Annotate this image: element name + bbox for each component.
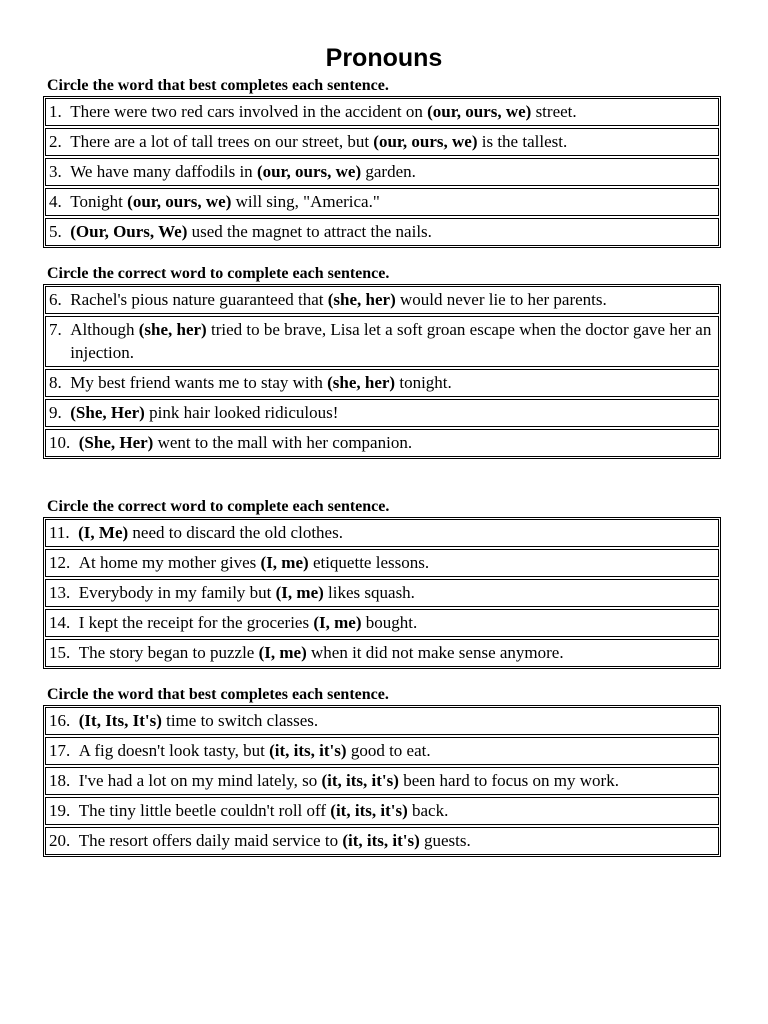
answer-choices: (our, ours, we) (373, 132, 478, 151)
answer-choices: (our, ours, we) (127, 192, 232, 211)
question-row (45, 128, 719, 156)
question-number: 19. (49, 801, 79, 820)
sentence-end: is the tallest. (477, 132, 568, 151)
sentence-start: Everybody in my family but (78, 583, 276, 602)
sentence-start: I've had a lot on my mind lately, so (78, 771, 322, 790)
sentence-start: Although (70, 320, 139, 339)
question-line (49, 829, 714, 852)
question-number: 15. (49, 643, 79, 662)
sentence-end: used the magnet to attract the nails. (187, 222, 432, 241)
question-text (70, 318, 714, 364)
answer-choices: (I, me) (260, 553, 309, 572)
question-number: 12. (49, 553, 79, 572)
sentence-start: I kept the receipt for the groceries (78, 613, 314, 632)
answer-choices: (it, its, it's) (330, 801, 408, 820)
question-number: 8. (49, 373, 71, 392)
question-text (70, 220, 714, 243)
question-number: 10. (49, 433, 79, 452)
question-row (45, 827, 719, 855)
section-instructions: Circle the correct word to complete each sentence. (47, 498, 390, 515)
question-text (70, 160, 714, 183)
question-number: 17. (49, 741, 79, 760)
question-row (45, 737, 719, 765)
sentence-start: There are a lot of tall trees on our street, but (70, 132, 374, 151)
answer-choices: (it, its, it's) (342, 831, 420, 850)
question-line (49, 318, 714, 364)
question-line (49, 709, 714, 732)
question-text (70, 401, 714, 424)
question-table (43, 705, 721, 857)
sentence-start: Rachel's pious nature guaranteed that (70, 290, 328, 309)
answer-choices: (Our, Ours, We) (70, 222, 188, 241)
question-table (43, 96, 721, 248)
question-line (49, 130, 714, 153)
question-row (45, 286, 719, 314)
section-instructions: Circle the word that best completes each sentence. (47, 77, 389, 94)
question-line (49, 551, 714, 574)
question-text (70, 371, 714, 394)
question-line (49, 521, 714, 544)
sentence-end: tried to be brave, Lisa let a soft groan escape when the doctor gave her an injection. (70, 320, 712, 362)
question-row (45, 429, 719, 457)
question-row (45, 767, 719, 795)
question-line (49, 431, 714, 454)
question-table (43, 517, 721, 669)
sentence-start: The story began to puzzle (78, 643, 259, 662)
question-text (79, 611, 714, 634)
sentence-end: been hard to focus on my work. (398, 771, 619, 790)
question-text (79, 431, 714, 454)
question-line (49, 220, 714, 243)
answer-choices: (I, me) (258, 643, 307, 662)
section-instructions: Circle the word that best completes each sentence. (47, 686, 389, 703)
question-text (79, 799, 714, 822)
question-row (45, 218, 719, 246)
sentence-start: We have many daffodils in (70, 162, 257, 181)
question-line (49, 641, 714, 664)
question-line (49, 769, 714, 792)
answer-choices: (she, her) (138, 320, 207, 339)
sentence-end: need to discard the old clothes. (128, 523, 343, 542)
question-row (45, 98, 719, 126)
answer-choices: (it, its, it's) (269, 741, 347, 760)
answer-choices: (I, Me) (78, 523, 129, 542)
question-text (79, 641, 714, 664)
question-section (43, 685, 721, 857)
question-row (45, 519, 719, 547)
question-row (45, 399, 719, 427)
sentence-end: garden. (361, 162, 416, 181)
question-number: 6. (49, 290, 71, 309)
sentence-end: time to switch classes. (161, 711, 319, 730)
question-text (79, 829, 714, 852)
answer-choices: (I, me) (313, 613, 362, 632)
question-row (45, 639, 719, 667)
question-row (45, 316, 719, 367)
question-number: 11. (49, 523, 79, 542)
question-number: 7. (49, 320, 71, 339)
question-section (43, 497, 721, 669)
question-line (49, 799, 714, 822)
sentence-start: The tiny little beetle couldn't roll off (78, 801, 331, 820)
question-number: 4. (49, 192, 71, 211)
sentence-end: would never lie to her parents. (395, 290, 607, 309)
page-title: Pronouns (325, 44, 443, 72)
sentence-end: will sing, "America." (231, 192, 380, 211)
sentence-end: back. (407, 801, 449, 820)
sentence-end: tonight. (395, 373, 452, 392)
question-section (43, 264, 721, 459)
question-text (70, 288, 714, 311)
question-number: 3. (49, 162, 71, 181)
question-table (43, 284, 721, 459)
sentence-start: The resort offers daily maid service to (78, 831, 343, 850)
question-number: 1. (49, 102, 71, 121)
question-row (45, 369, 719, 397)
sentence-end: went to the mall with her companion. (153, 433, 413, 452)
question-number: 16. (49, 711, 79, 730)
question-number: 13. (49, 583, 79, 602)
sentence-end: guests. (419, 831, 471, 850)
question-line (49, 401, 714, 424)
question-row (45, 797, 719, 825)
sentence-start: At home my mother gives (78, 553, 261, 572)
answer-choices: (It, Its, It's) (78, 711, 162, 730)
sentence-end: pink hair looked ridiculous! (144, 403, 339, 422)
question-text (70, 100, 714, 123)
question-row (45, 579, 719, 607)
question-text (79, 709, 714, 732)
answer-choices: (she, her) (327, 373, 396, 392)
section-instructions: Circle the correct word to complete each sentence. (47, 265, 390, 282)
answer-choices: (our, ours, we) (256, 162, 362, 181)
question-row (45, 188, 719, 216)
answer-choices: (it, its, it's) (321, 771, 399, 790)
question-text (70, 190, 714, 213)
question-line (49, 100, 714, 123)
sentence-end: likes squash. (323, 583, 415, 602)
question-line (49, 160, 714, 183)
question-number: 5. (49, 222, 71, 241)
question-section (43, 76, 721, 248)
answer-choices: (she, her) (327, 290, 396, 309)
sentence-start: A fig doesn't look tasty, but (78, 741, 270, 760)
question-line (49, 190, 714, 213)
sentence-end: bought. (361, 613, 418, 632)
question-text (79, 739, 714, 762)
question-line (49, 371, 714, 394)
question-text (79, 581, 714, 604)
question-line (49, 739, 714, 762)
question-number: 2. (49, 132, 71, 151)
sentence-start: Tonight (70, 192, 128, 211)
sentence-end: etiquette lessons. (308, 553, 430, 572)
question-text (79, 769, 714, 792)
answer-choices: (our, ours, we) (427, 102, 532, 121)
question-line (49, 581, 714, 604)
sentence-start: My best friend wants me to stay with (70, 373, 328, 392)
question-text (79, 551, 714, 574)
question-number: 9. (49, 403, 71, 422)
question-number: 18. (49, 771, 79, 790)
question-row (45, 609, 719, 637)
answer-choices: (I, me) (275, 583, 324, 602)
sentence-end: when it did not make sense anymore. (306, 643, 564, 662)
question-line (49, 288, 714, 311)
question-text (78, 521, 714, 544)
answer-choices: (She, Her) (78, 433, 154, 452)
question-number: 14. (49, 613, 79, 632)
sentence-end: street. (531, 102, 577, 121)
question-row (45, 707, 719, 735)
question-line (49, 611, 714, 634)
answer-choices: (She, Her) (70, 403, 145, 422)
question-text (70, 130, 714, 153)
question-number: 20. (49, 831, 79, 850)
question-row (45, 549, 719, 577)
sentence-end: good to eat. (346, 741, 431, 760)
question-row (45, 158, 719, 186)
sentence-start: There were two red cars involved in the accident on (70, 102, 428, 121)
